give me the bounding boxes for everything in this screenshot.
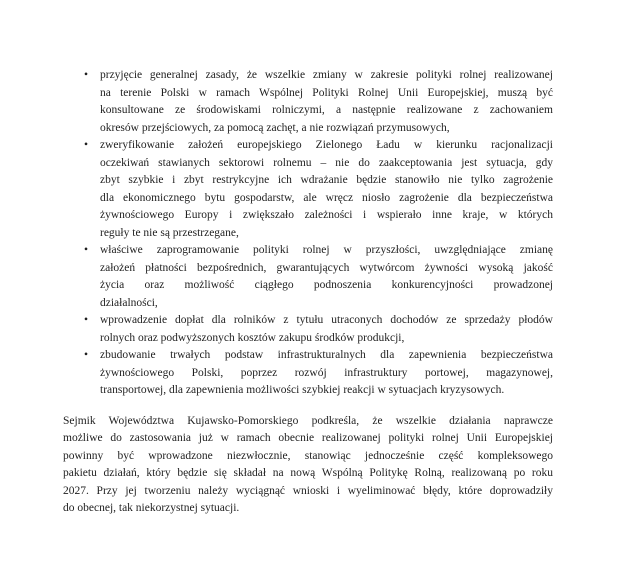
text-line: reguły te nie są przestrzegane, — [100, 226, 239, 239]
bullet-list — [63, 67, 553, 400]
text-line: wprowadzenie dopłat dla rolników z tytułu utraconych dochodów ze sprzedaży płodów — [100, 314, 553, 326]
bullet-item — [84, 312, 553, 347]
text-line: zbudowanie trwałych podstaw infrastrukturalnych dla zapewnienia bezpieczeństwa — [100, 349, 553, 361]
text-line: zweryfikowanie założeń europejskiego Zielonego Ładu w kierunku racjonalizacji — [100, 139, 553, 151]
text-line: przyjęcie generalnej zasady, że wszelkie zmiany w zakresie polityki rolnej realizowanej — [100, 69, 553, 81]
text-line: konsultowane ze środowiskami rolniczymi, a następnie realizowane z zachowaniem — [100, 104, 553, 116]
closing-paragraph — [63, 413, 553, 518]
text-line: okresów przejściowych, za pomocą zachęt, a nie rozwiązań przymusowych, — [100, 121, 450, 134]
text-line: do obecnej, tak niekorzystnej sytuacji. — [63, 502, 240, 514]
bullet-item — [84, 67, 553, 137]
text-line: możliwe do zastosowania już w ramach obecnie realizowanej polityki rolnej Unii Europejskiej — [63, 432, 553, 444]
bullet-dot-icon: • — [84, 349, 89, 361]
text-line: Sejmik Województwa Kujawsko-Pomorskiego podkreśla, że wszelkie działania naprawcze — [63, 414, 553, 427]
bullet-item — [84, 242, 553, 312]
text-line: zbyt szybkie i zbyt restrykcyjne ich wdrażanie będzie stanowiło nie tylko zagrożenie — [100, 174, 553, 186]
text-line: transportowej, dla zapewnienia możliwości szybkiej reakcji w sytuacjach kryzysowych. — [100, 384, 505, 396]
bullet-item — [84, 347, 553, 400]
text-line: żywnościowego Europy i zwiększało zależności i wspierało inne kraje, w których — [100, 209, 553, 221]
bullet-dot-icon: • — [84, 139, 89, 151]
text-line: na terenie Polski w ramach Wspólnej Polityki Rolnej Unii Europejskiej, muszą być — [100, 86, 553, 99]
text-line: rolnych oraz podwyższonych kosztów zakupu środków produkcji, — [100, 331, 405, 344]
text-line: 2027. Przy jej tworzeniu należy wyciągnąć wnioski i wyeliminować błędy, które doprowadziły — [63, 484, 553, 497]
text-line: oczekiwań stawianych sektorowi rolnemu – nie do zaakceptowania jest sytuacja, gdy — [100, 156, 553, 169]
bullet-dot-icon: • — [84, 69, 89, 81]
text-line: życia oraz możliwość ciągłego podnoszenia konkurencyjności prowadzonej — [100, 279, 553, 291]
text-line: dla ekonomicznego bytu gospodarstw, ale wręcz niosło zagrożenie dla bezpieczeństwa — [100, 191, 553, 204]
text-line: pakietu działań, który będzie się składał na nową Wspólną Politykę Rolną, realizowaną po roku — [63, 467, 553, 479]
text-line: powinny być wprowadzone niezwłocznie, stanowiąc jednocześnie część kompleksowego — [63, 449, 553, 462]
document-text-block — [63, 67, 553, 518]
bullet-dot-icon: • — [84, 314, 89, 326]
text-line: działalności, — [100, 296, 158, 309]
text-line: żywnościowego Polski, poprzez rozwój infrastruktury portowej, magazynowej, — [100, 366, 553, 379]
bullet-dot-icon: • — [84, 244, 89, 256]
bullet-item — [84, 137, 553, 242]
text-line: założeń płatności bezpośrednich, gwarantujących wytwórcom żywności wysoką jakość — [100, 261, 553, 274]
text-line: właściwe zaprogramowanie polityki rolnej w przyszłości, uwzględniające zmianę — [100, 244, 553, 256]
